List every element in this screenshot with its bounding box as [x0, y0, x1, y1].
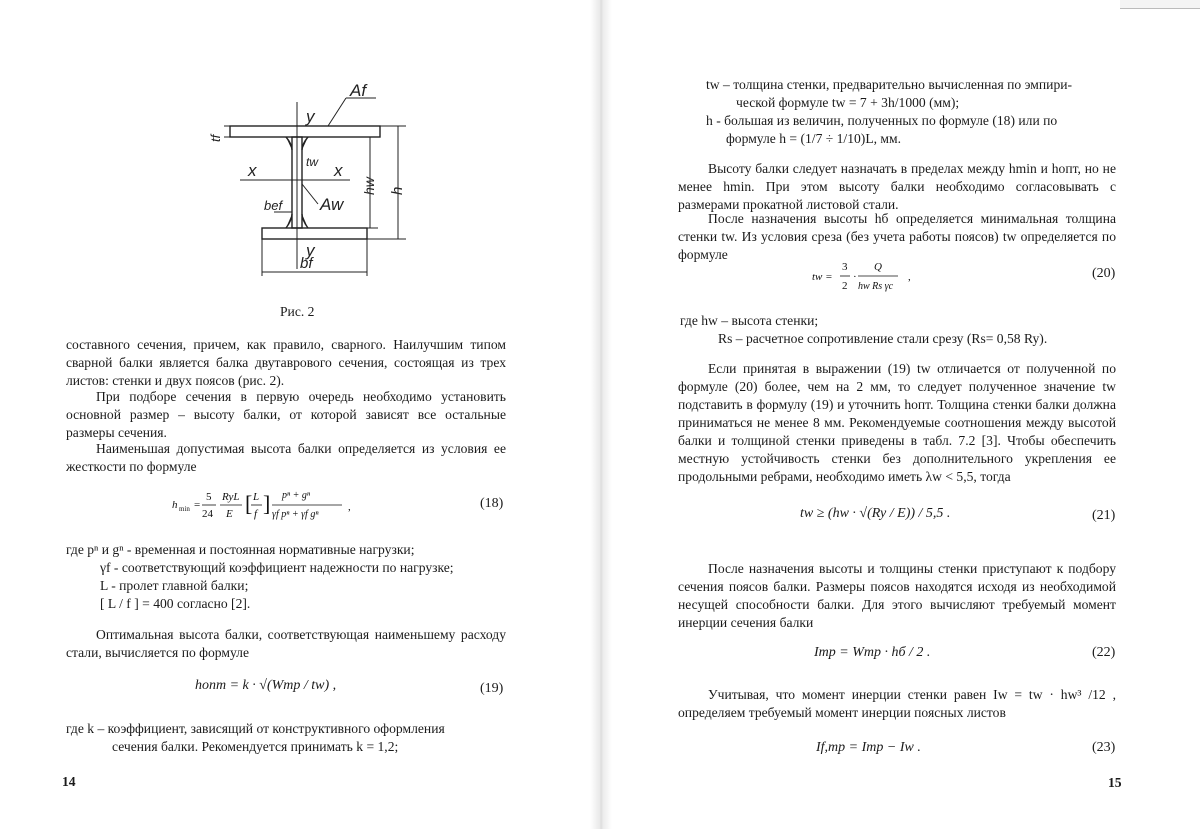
formula-20	[812, 256, 932, 302]
page-number-left: 14	[62, 774, 76, 789]
where-item: γf - соответствующий коэффициент надежности по нагрузке;	[100, 560, 454, 575]
f18-c4-den: γf pⁿ + γf gⁿ	[272, 509, 319, 520]
f18-lhs-sub: min	[179, 505, 190, 513]
formula-21: tw ≥ (hw · √(Ry / E)) / 5,5 .	[800, 506, 951, 521]
where-item: где hw – высота стенки;	[680, 313, 819, 328]
f18-lhs: h	[172, 499, 178, 511]
where-item: [ L / f ] = 400 согласно [2].	[100, 596, 251, 611]
left-paragraph-1: составного сечения, причем, как правило, сварного. Наилучшим типом сварной балки является балка двутаврового сечения, состоящая из трех листов: стенки и двух поясов (рис. 2).	[66, 337, 506, 388]
page-number-right: 15	[1108, 775, 1122, 790]
figure-caption: Рис. 2	[280, 304, 315, 319]
label-bef: bef	[264, 198, 283, 213]
f20-c1-num: 3	[842, 261, 848, 273]
right-paragraph-4: После назначения высоты и толщины стенки приступают к подбору сечения поясов балки. Размеры поясов находятся исходя из необходимой несущей способности балки. Для этого вычисляют требуемый момент инерции сечения балки	[678, 561, 1116, 630]
equation-number-20: (20)	[1092, 266, 1116, 281]
formula-19: hопт = k · √(Wтр / tw) ,	[195, 678, 337, 693]
right-paragraph-1: Высоту балки следует назначать в пределах между hmin и hопт, но не менее hmin. При этом высоту балки необходимо согласовывать с размерами прокатной листовой стали.	[678, 161, 1116, 212]
definition-item: tw – толщина стенки, предварительно вычисленная по эмпири-	[706, 77, 1073, 92]
label-x-right: x	[334, 161, 343, 180]
right-paragraph-2: После назначения высоты hб определяется минимальная толщина стенки tw. Из условия среза (без учета работы поясов) tw определяется по формуле	[678, 211, 1116, 262]
label-x-left: x	[248, 161, 257, 180]
definition-item: формуле h = (1/7 ÷ 1/10)L, мм.	[726, 131, 902, 146]
label-y-top: y	[306, 107, 315, 126]
svg-text:[: [	[245, 491, 253, 516]
formula-22: Iтр = Wтр · hб / 2 .	[814, 645, 931, 660]
f20-c2-den: hw Rs γc	[858, 281, 894, 292]
left-where-list-2	[66, 720, 445, 756]
equation-number-23: (23)	[1092, 740, 1116, 755]
right-page	[600, 0, 1200, 829]
label-hw: hw	[361, 177, 377, 195]
definition-item: h - большая из величин, полученных по формуле (18) или по	[706, 113, 1058, 128]
formula-18-graphic	[172, 484, 362, 526]
equation-number-19: (19)	[480, 681, 504, 696]
f18-c3-num: L	[253, 491, 260, 503]
right-paragraph-3: Если принятая в выражении (19) tw отличается от полученной по формуле (20) более, чем на 2 мм, то следует полученное значение tw подставить в формулу (19) и уточнить hопт. Толщина стенки балки должна приниматься не менее 8 мм. Рекомендуемые соотношения между высотой балки и толщиной стенки приведены в табл. 7.2 [3]. Чтобы обеспечить местную устойчивость стенки без дополнительного укрепления ее продольными ребрами, необходимо иметь λw < 5,5, тогда	[678, 361, 1116, 484]
f20-c1-den: 2	[842, 280, 848, 292]
left-paragraph-3: Наименьшая допустимая высота балки определяется из условия ее жесткости по формуле	[66, 441, 506, 474]
svg-text:=: =	[194, 499, 201, 511]
f18-c2-num: RyL	[222, 491, 240, 503]
label-bf: bf	[300, 255, 313, 272]
f18-c3-den: f	[254, 508, 258, 520]
label-af: Af	[350, 84, 367, 100]
definition-item: ческой формуле tw = 7 + 3h/1000 (мм);	[736, 95, 960, 110]
where-item: L - пролет главной балки;	[100, 578, 249, 593]
label-h: h	[389, 186, 406, 195]
f18-c2-den: E	[226, 508, 233, 520]
where-item: сечения балки. Рекомендуется принимать k = 1,2;	[112, 739, 399, 754]
svg-text:]: ]	[263, 491, 271, 516]
f20-tail: ,	[908, 271, 911, 283]
f18-tail: ,	[348, 501, 351, 513]
f18-c1-den: 24	[202, 508, 213, 520]
left-paragraph-2: При подборе сечения в первую очередь необходимо установить основной размер – высоту балки, от которой зависят все остальные размеры сечения.	[66, 389, 506, 440]
where-item: где k – коэффициент, зависящий от конструктивного оформления	[66, 721, 445, 736]
f18-c1-num: 5	[206, 491, 212, 503]
where-item: Rs – расчетное сопротивление стали срезу (Rs= 0,58 Ry).	[718, 331, 1048, 346]
i-beam-section-figure	[200, 84, 430, 284]
f20-lhs: tw =	[812, 271, 833, 283]
right-paragraph-5: Учитывая, что момент инерции стенки равен Iw = tw · hw³ /12 , определяем требуемый момент инерции поясных листов	[678, 687, 1116, 720]
f18-c4-num: pⁿ + gⁿ	[282, 490, 311, 501]
formula-23: If,тр = Iтр − Iw .	[816, 740, 921, 755]
where-item: где pⁿ и gⁿ - временная и постоянная нормативные нагрузки;	[66, 542, 415, 557]
equation-number-21: (21)	[1092, 508, 1116, 523]
right-where-list	[680, 312, 1047, 348]
formula-18	[172, 484, 362, 530]
left-paragraph-4: Оптимальная высота балки, соответствующая наименьшему расходу стали, вычисляется по формуле	[66, 627, 506, 660]
formula-20-graphic	[812, 256, 932, 298]
right-definition-list	[706, 76, 1072, 148]
f20-c2-num: Q	[874, 261, 882, 273]
label-tw: tw	[306, 155, 318, 169]
left-where-list-1	[66, 541, 454, 613]
svg-text:·: ·	[853, 271, 857, 283]
label-y-bottom: y	[306, 241, 315, 260]
equation-number-22: (22)	[1092, 645, 1116, 660]
label-aw: Aw	[320, 195, 344, 214]
label-tf: tf	[208, 134, 223, 142]
equation-number-18: (18)	[480, 496, 504, 511]
